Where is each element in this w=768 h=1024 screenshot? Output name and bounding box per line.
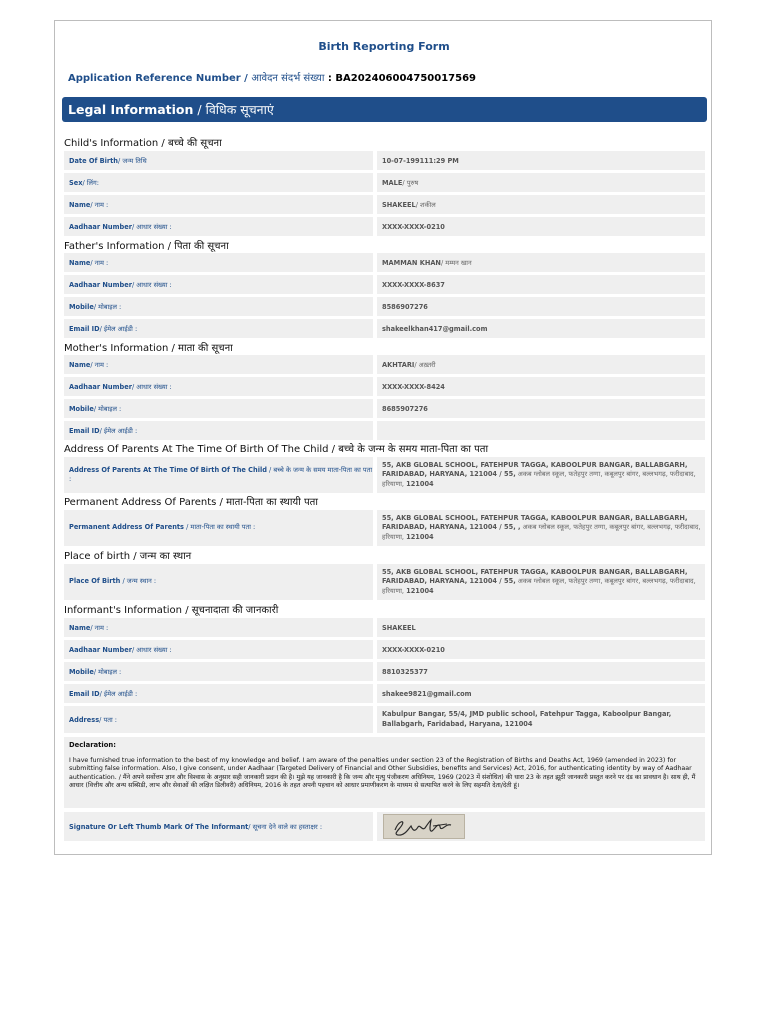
field-value [377, 421, 705, 440]
field-value: shakeelkhan417@gmail.com [377, 319, 705, 338]
field-value: XXXX-XXXX-8424 [377, 377, 705, 396]
field-label: Aadhaar Number / आधार संख्या : [64, 217, 373, 236]
app-ref-colon: : [324, 73, 336, 84]
legal-heading-hindi: / विधिक सूचनाएं [193, 102, 274, 117]
declaration-box [64, 737, 705, 808]
field-value: SHAKEEL [377, 618, 705, 637]
address-at-birth-row [64, 457, 705, 493]
handwritten-signature [389, 816, 459, 838]
field-label: Name / नाम : [64, 618, 373, 637]
field-value: 55, AKB GLOBAL SCHOOL, FATEHPUR TAGGA, KABOOLPUR BANGAR, BALLABGARH, FARIDABAD, HARYANA, 121004 / 55, अकब ग्लोबल स्कूल, फतेहपुर तग्गा, कबूलपुर बांगर, बल्लभगढ़, फरीदाबाद, हरियाणा, 121004 [377, 564, 705, 600]
field-value: XXXX-XXXX-0210 [377, 217, 705, 236]
field-label: Sex / लिंग: [64, 173, 373, 192]
field-label: Email ID / ईमेल आईडी : [64, 421, 373, 440]
mother-aadhaar-row [64, 377, 705, 396]
mother-name-row [64, 355, 705, 374]
field-label: Email ID / ईमेल आईडी : [64, 319, 373, 338]
field-label: Address Of Parents At The Time Of Birth Of The Child / बच्चे के जन्म के समय माता-पिता का पता : [64, 457, 373, 493]
field-value: 55, AKB GLOBAL SCHOOL, FATEHPUR TAGGA, KABOOLPUR BANGAR, BALLABGARH, FARIDABAD, HARYANA, 121004 / 55, , अकब ग्लोबल स्कूल, फतेहपुर तग्गा, कबूलपुर बांगर, बल्लभगढ़, फरीदाबाद, हरियाणा, 121004 [377, 510, 705, 546]
field-label: Mobile / मोबाइल : [64, 399, 373, 418]
section-place-of-birth: Place of birth / जन्म का स्थान [64, 551, 192, 562]
field-value: MAMMAN KHAN / मम्मन खान [377, 253, 705, 272]
child-aadhaar-row [64, 217, 705, 236]
field-value: AKHTARI / अख़्तरी [377, 355, 705, 374]
field-value: 55, AKB GLOBAL SCHOOL, FATEHPUR TAGGA, KABOOLPUR BANGAR, BALLABGARH, FARIDABAD, HARYANA, 121004 / 55, अकब ग्लोबल स्कूल, फतेहपुर तग्गा, कबूलपुर बांगर, बल्लभगढ़, फरीदाबाद, हरियाणा, 121004 [377, 457, 705, 493]
section-child: Child's Information / बच्चे की सूचना [64, 138, 222, 149]
field-label: Mobile / मोबाइल : [64, 297, 373, 316]
app-ref-label: Application Reference Number / [68, 73, 252, 84]
signature-image [383, 814, 465, 839]
child-name-row [64, 195, 705, 214]
signature-row [64, 812, 705, 841]
signature-value [377, 812, 705, 841]
field-label: Email ID / ईमेल आईडी : [64, 684, 373, 703]
field-label: Aadhaar Number / आधार संख्या : [64, 640, 373, 659]
field-label: Permanent Address Of Parents / माता-पिता का स्थायी पता : [64, 510, 373, 546]
child-dob-row [64, 151, 705, 170]
declaration-heading: Declaration: [69, 741, 116, 749]
informant-aadhaar-row [64, 640, 705, 659]
field-value: 8685907276 [377, 399, 705, 418]
field-label: Mobile / मोबाइल : [64, 662, 373, 681]
section-mother: Mother's Information / माता की सूचना [64, 343, 233, 354]
section-informant: Informant's Information / सूचनादाता की जानकारी [64, 605, 279, 616]
father-aadhaar-row [64, 275, 705, 294]
informant-address-row [64, 706, 705, 733]
legal-information-banner [62, 97, 707, 122]
field-value: 10-07-199111:29 PM [377, 151, 705, 170]
informant-name-row [64, 618, 705, 637]
field-label: Aadhaar Number / आधार संख्या : [64, 275, 373, 294]
field-value: shakee9821@gmail.com [377, 684, 705, 703]
field-value: 8586907276 [377, 297, 705, 316]
field-label: Address / पता : [64, 706, 373, 733]
field-value: XXXX-XXXX-0210 [377, 640, 705, 659]
field-value: 8810325377 [377, 662, 705, 681]
mother-email-row [64, 421, 705, 440]
section-father: Father's Information / पिता की सूचना [64, 241, 229, 252]
field-value: MALE / पुरुष [377, 173, 705, 192]
field-value: XXXX-XXXX-8637 [377, 275, 705, 294]
app-ref-value: BA202406004750017569 [335, 73, 476, 84]
section-address-at-birth: Address Of Parents At The Time Of Birth Of The Child / बच्चे के जन्म के समय माता-पिता का पता [64, 444, 489, 455]
place-of-birth-row [64, 564, 705, 600]
field-value: SHAKEEL / शकील [377, 195, 705, 214]
child-sex-row [64, 173, 705, 192]
form-title: Birth Reporting Form [318, 40, 450, 53]
mother-mobile-row [64, 399, 705, 418]
section-permanent-address: Permanent Address Of Parents / माता-पिता का स्थायी पता [64, 497, 318, 508]
field-label: Name / नाम : [64, 253, 373, 272]
field-label: Place Of Birth / जन्म स्थान : [64, 564, 373, 600]
application-reference [68, 70, 476, 84]
father-mobile-row [64, 297, 705, 316]
declaration-text: I have furnished true information to the best of my knowledge and belief. I am aware of the penalties under section 23 of the Registration of Births and Deaths Act, 1969 (amended in 2023) for submitting false information. Also, I give consent, under Aadhaar (Targeted Delivery of Financial and Other Subsidies, benefits and Services) Act, 2016, for authenticating identity by way of Aadhaar authentication. / मैंने अपने सर्वोत्तम ज्ञान और विश्वास के अनुसार सही जानकारी प्रदान की है। मुझे यह जानकारी है कि जन्म और मृत्यु पंजीकरण अधिनियम, 1969 (2023 में संशोधित) की धारा 23 के तहत झूठी जानकारी प्रस्तुत करने पर दंड का प्रावधान है। साथ ही, मैं आधार (वित्तीय और अन्य सब्सिडी, लाभ और सेवाओं की लक्षित डिलीवरी) अधिनियम, 2016 के तहत अपनी पहचान को आधार प्रमाणीकरण के माध्यम से सत्यापित करने के लिए सहमति देता/देती हूं। [69, 756, 696, 789]
field-label: Name / नाम : [64, 355, 373, 374]
father-email-row [64, 319, 705, 338]
field-label: Name / नाम : [64, 195, 373, 214]
field-label: Aadhaar Number / आधार संख्या : [64, 377, 373, 396]
field-value: Kabulpur Bangar, 55/4, JMD public school, Fatehpur Tagga, Kaboolpur Bangar, Ballabgarh, Faridabad, Haryana, 121004 [377, 706, 705, 733]
app-ref-label-hindi: आवेदन संदर्भ संख्या [251, 73, 325, 84]
informant-email-row [64, 684, 705, 703]
field-label: Date Of Birth / जन्म तिथि [64, 151, 373, 170]
legal-heading: Legal Information [68, 102, 194, 117]
field-label: Signature Or Left Thumb Mark Of The Informant / सूचना देने वाले का हस्ताक्षर : [64, 812, 373, 841]
informant-mobile-row [64, 662, 705, 681]
permanent-address-row [64, 510, 705, 546]
father-name-row [64, 253, 705, 272]
